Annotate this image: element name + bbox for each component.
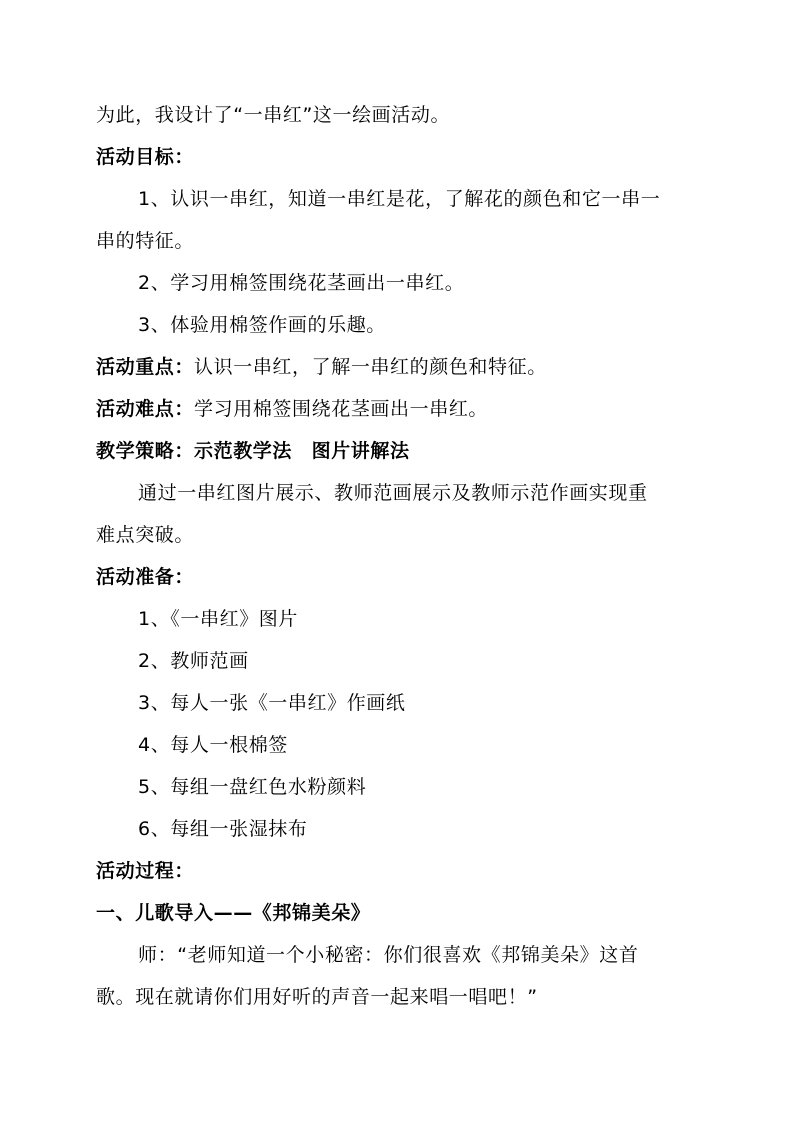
key-point-paragraph	[96, 352, 547, 382]
goals-heading: 活动目标：	[96, 146, 195, 168]
key-point-label: 活动重点：	[96, 356, 195, 378]
teacher-quote-line-1: 师：“老师知道一个小秘密：你们很喜欢《邦锦美朵》这首	[138, 944, 639, 966]
preparation-item-6: 6、每组一张湿抹布	[138, 818, 308, 840]
intro-paragraph: 为此，我设计了“一串红”这一绘画活动。	[96, 104, 451, 126]
section-1-heading: 一、儿歌导入——《邦锦美朵》	[96, 902, 371, 924]
preparation-item-4: 4、每人一根棉签	[138, 734, 288, 756]
preparation-item-5: 5、每组一盘红色水粉颜料	[138, 776, 367, 798]
goal-1-line-1: 1、认识一串红，知道一串红是花，了解花的颜色和它一串一	[138, 188, 661, 210]
preparation-heading: 活动准备：	[96, 566, 195, 588]
strategy-description-line-1: 通过一串红图片展示、教师范画展示及教师示范作画实现重	[138, 482, 648, 504]
strategy-description-line-2: 难点突破。	[96, 524, 195, 546]
key-point-text: 认识一串红，了解一串红的颜色和特征。	[194, 356, 547, 378]
teacher-quote-line-2: 歌。现在就请你们用好听的声音一起来唱一唱吧！”	[96, 986, 538, 1008]
preparation-item-1: 1、《一串红》图片	[138, 608, 298, 630]
difficulty-paragraph	[96, 394, 488, 424]
process-heading: 活动过程：	[96, 860, 195, 882]
goal-3: 3、体验用棉签作画的乐趣。	[138, 314, 386, 336]
difficulty-label: 活动难点：	[96, 398, 195, 420]
preparation-item-2: 2、教师范画	[138, 650, 249, 672]
difficulty-text: 学习用棉签围绕花茎画出一串红。	[194, 398, 489, 420]
preparation-item-3: 3、每人一张《一串红》作画纸	[138, 692, 406, 714]
goal-2: 2、学习用棉签围绕花茎画出一串红。	[138, 272, 465, 294]
goal-1-line-2: 串的特征。	[96, 230, 195, 252]
strategy-heading: 教学策略：示范教学法 图片讲解法	[96, 440, 410, 462]
